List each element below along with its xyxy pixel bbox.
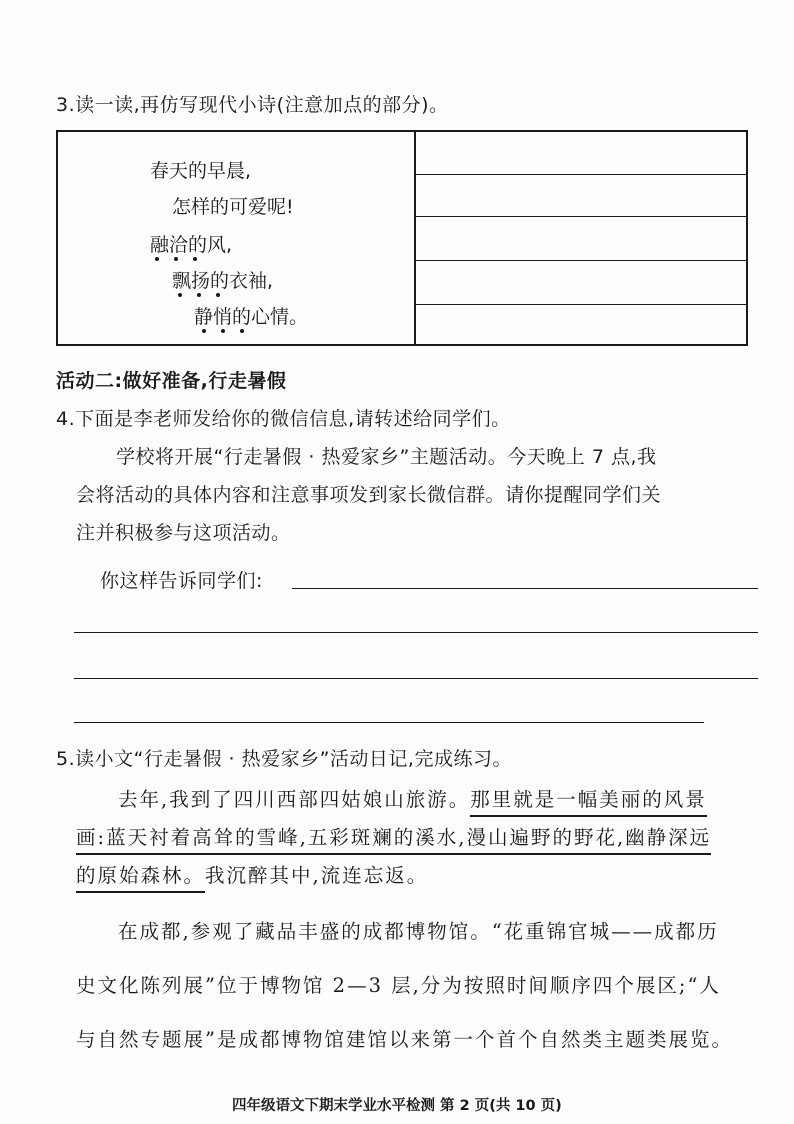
poem-line-1: 春天的早晨, (150, 160, 252, 182)
poem-line-2: 怎样的可爱呢! (172, 196, 294, 218)
poem-imitation-table (56, 130, 748, 346)
dotted-text: 飘扬 (172, 270, 211, 292)
poem-text: 的风, (188, 234, 233, 256)
emphasis-dot (216, 293, 220, 297)
q3-heading: 3.读一读,再仿写现代小诗(注意加点的部分)。 (56, 94, 449, 116)
answer-line[interactable] (74, 632, 758, 633)
q4-message-line-2: 会将活动的具体内容和注意事项发到家长微信群。请你提醒同学们关 (76, 484, 662, 506)
q4-answer-prompt: 你这样告诉同学们: (100, 570, 263, 592)
answer-line[interactable] (74, 678, 758, 679)
diary-p1-line-1 (118, 784, 707, 812)
emphasis-dot (221, 329, 225, 333)
underlined-text: 画:蓝天衬着高耸的雪峰,五彩斑斓的溪水,漫山遍野的野花,幽静深远 (76, 826, 711, 855)
diary-p2-line-2: 史文化陈列展”位于博物馆 2—3 层,分为按照时间顺序四个展区;“人 (76, 974, 721, 997)
emphasis-dot (155, 257, 159, 261)
activity2-heading: 活动二:做好准备,行走暑假 (56, 370, 287, 392)
emphasis-dot (240, 329, 244, 333)
diary-p1-line-3 (76, 860, 428, 888)
q4-message-line-3: 注并积极参与这项活动。 (76, 522, 291, 544)
diary-p2-line-1: 在成都,参观了藏品丰盛的成都博物馆。“花重锦官城——成都历 (118, 920, 719, 943)
underlined-text: 的原始森林。 (76, 864, 205, 893)
diary-p1-line-2 (76, 822, 711, 850)
emphasis-dot (193, 257, 197, 261)
diary-text: 我沉醉其中,流连忘返。 (205, 864, 429, 887)
q5-heading: 5.读小文“行走暑假 · 热爱家乡”活动日记,完成练习。 (56, 748, 512, 770)
poem-writing-line[interactable] (414, 174, 746, 175)
emphasis-dot (174, 257, 178, 261)
emphasis-dot (202, 329, 206, 333)
poem-writing-line[interactable] (414, 260, 746, 261)
q4-heading: 4.下面是李老师发给你的微信信息,请转述给同学们。 (56, 408, 511, 430)
emphasis-dots (58, 132, 414, 348)
dotted-text: 融洽 (150, 234, 189, 256)
poem-divider (414, 132, 416, 344)
diary-text: 去年,我到了四川西部四姑娘山旅游。 (118, 788, 471, 811)
poem-writing-line[interactable] (414, 216, 746, 217)
poem-text: 的衣袖, (210, 270, 274, 292)
emphasis-dot (178, 293, 182, 297)
answer-line[interactable] (292, 588, 758, 589)
poem-text: 的心情。 (232, 306, 309, 328)
answer-line[interactable] (74, 722, 704, 723)
underlined-text: 那里就是一幅美丽的风景 (470, 788, 707, 817)
page-footer: 四年级语文下期末学业水平检测 第 2 页(共 10 页) (232, 1098, 562, 1114)
q4-message-line-1: 学校将开展“行走暑假 · 热爱家乡”主题活动。今天晚上 7 点,我 (116, 446, 657, 468)
poem-writing-line[interactable] (414, 304, 746, 305)
emphasis-dot (197, 293, 201, 297)
diary-p2-line-3: 与自然专题展”是成都博物馆建馆以来第一个首个自然类主题类展览。 (76, 1028, 733, 1051)
dotted-text: 静悄 (194, 306, 233, 328)
